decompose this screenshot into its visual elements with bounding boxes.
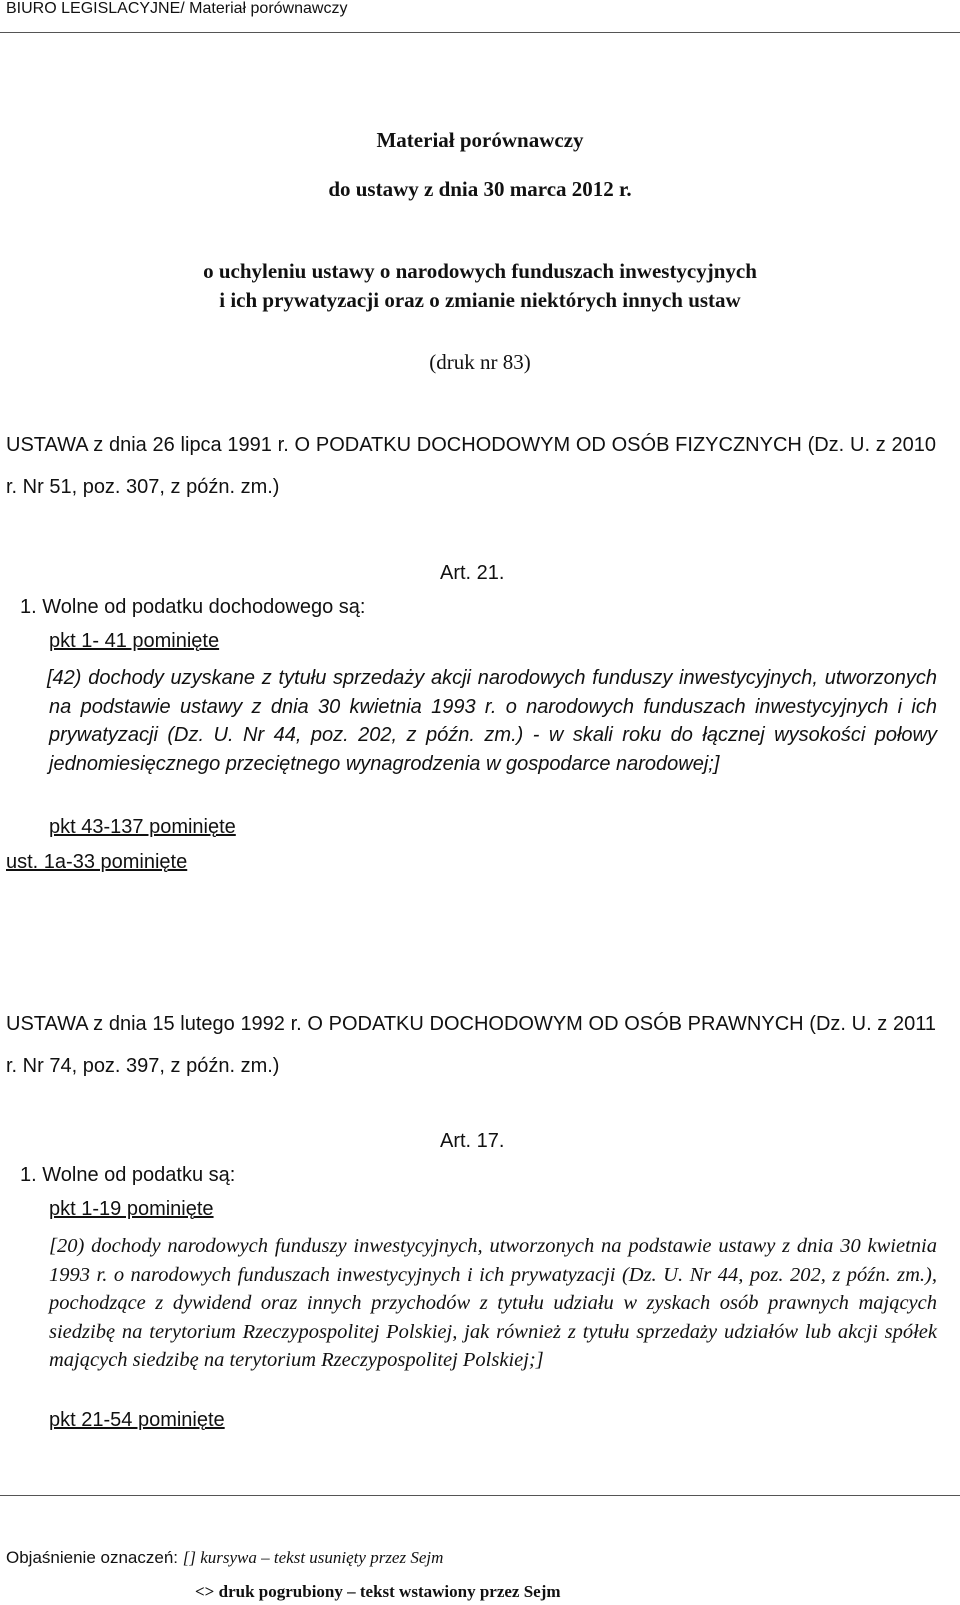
law-title-cit: USTAWA z dnia 15 lutego 1992 r. O PODATKU DOCHODOWYM OD OSÓB PRAWNYCH (Dz. U. z 2011 r. Nr 74, poz. 397, z późn. zm.) <box>6 1013 936 1077</box>
removed-point-20: [20) dochody narodowych funduszy inwestycyjnych, utworzonych na podstawie ustawy z dnia 30 kwietnia 1993 r. o narodowych funduszach inwestycyjnych i ich prywatyzacji (Dz. U. Nr 44, poz. 202, z późn. zm.), pochodzące z dywidend oraz innych przychodów z tytułu udziału w zyskach osób prawnych mających siedzibę na terytorium Rzeczypospolitej Polskiej, jak również z tytułu sprzedaży udziałów lub akcji spółek mających siedzibę na terytorium Rzeczypospolitej Polskiej;] <box>49 1235 937 1371</box>
article-heading-21: Art. 21. <box>440 562 505 584</box>
document-subtitle-line1: o uchyleniu ustawy o narodowych funduszach inwestycyjnych <box>203 259 757 283</box>
omitted-paragraphs-1a-33: ust. 1a-33 pominięte <box>6 851 188 873</box>
legend-label: Objaśnienie oznaczeń: <box>6 1548 179 1567</box>
law-title-pit: USTAWA z dnia 26 lipca 1991 r. O PODATKU DOCHODOWYM OD OSÓB FIZYCZNYCH (Dz. U. z 2010 r. Nr 51, poz. 307, z późn. zm.) <box>6 434 936 498</box>
document-subtitle-line2: i ich prywatyzacji oraz o zmianie niektórych innych ustaw <box>219 288 741 312</box>
document-title: Materiał porównawczy <box>376 128 584 152</box>
omitted-points-43-137: pkt 43-137 pominięte <box>49 816 236 838</box>
footer-divider <box>0 1495 960 1496</box>
document-subtitle-date: do ustawy z dnia 30 marca 2012 r. <box>328 177 632 201</box>
exemption-intro-cit: 1. Wolne od podatku są: <box>20 1164 236 1186</box>
exemption-intro-pit: 1. Wolne od podatku dochodowego są: <box>20 596 366 618</box>
omitted-points-1-19: pkt 1-19 pominięte <box>49 1198 214 1220</box>
article-heading-17: Art. 17. <box>440 1130 505 1152</box>
omitted-points-1-41: pkt 1- 41 pominięte <box>49 630 220 652</box>
legend-bold-item: <> druk pogrubiony – tekst wstawiony przez Sejm <box>195 1582 561 1601</box>
legend-line-removed <box>6 1548 443 1568</box>
print-number: (druk nr 83) <box>429 350 531 374</box>
document-header: BIURO LEGISLACYJNE/ Materiał porównawczy <box>6 0 348 17</box>
header-divider <box>0 32 960 33</box>
omitted-points-21-54: pkt 21-54 pominięte <box>49 1409 225 1431</box>
legend-italic-item: [] kursywa – tekst usunięty przez Sejm <box>182 1548 444 1567</box>
removed-point-42: [42) dochody uzyskane z tytułu sprzedaży akcji narodowych funduszy inwestycyjnych, utworzonych na podstawie ustawy z dnia 30 kwietnia 1993 r. o narodowych funduszach inwestycyjnych i ich prywatyzacji (Dz. U. Nr 44, poz. 202, z późn. zm.) - w skali roku do łącznej wysokości połowy jednomiesięcznego przeciętnego wynagrodzenia w gospodarce narodowej;] <box>47 667 937 775</box>
